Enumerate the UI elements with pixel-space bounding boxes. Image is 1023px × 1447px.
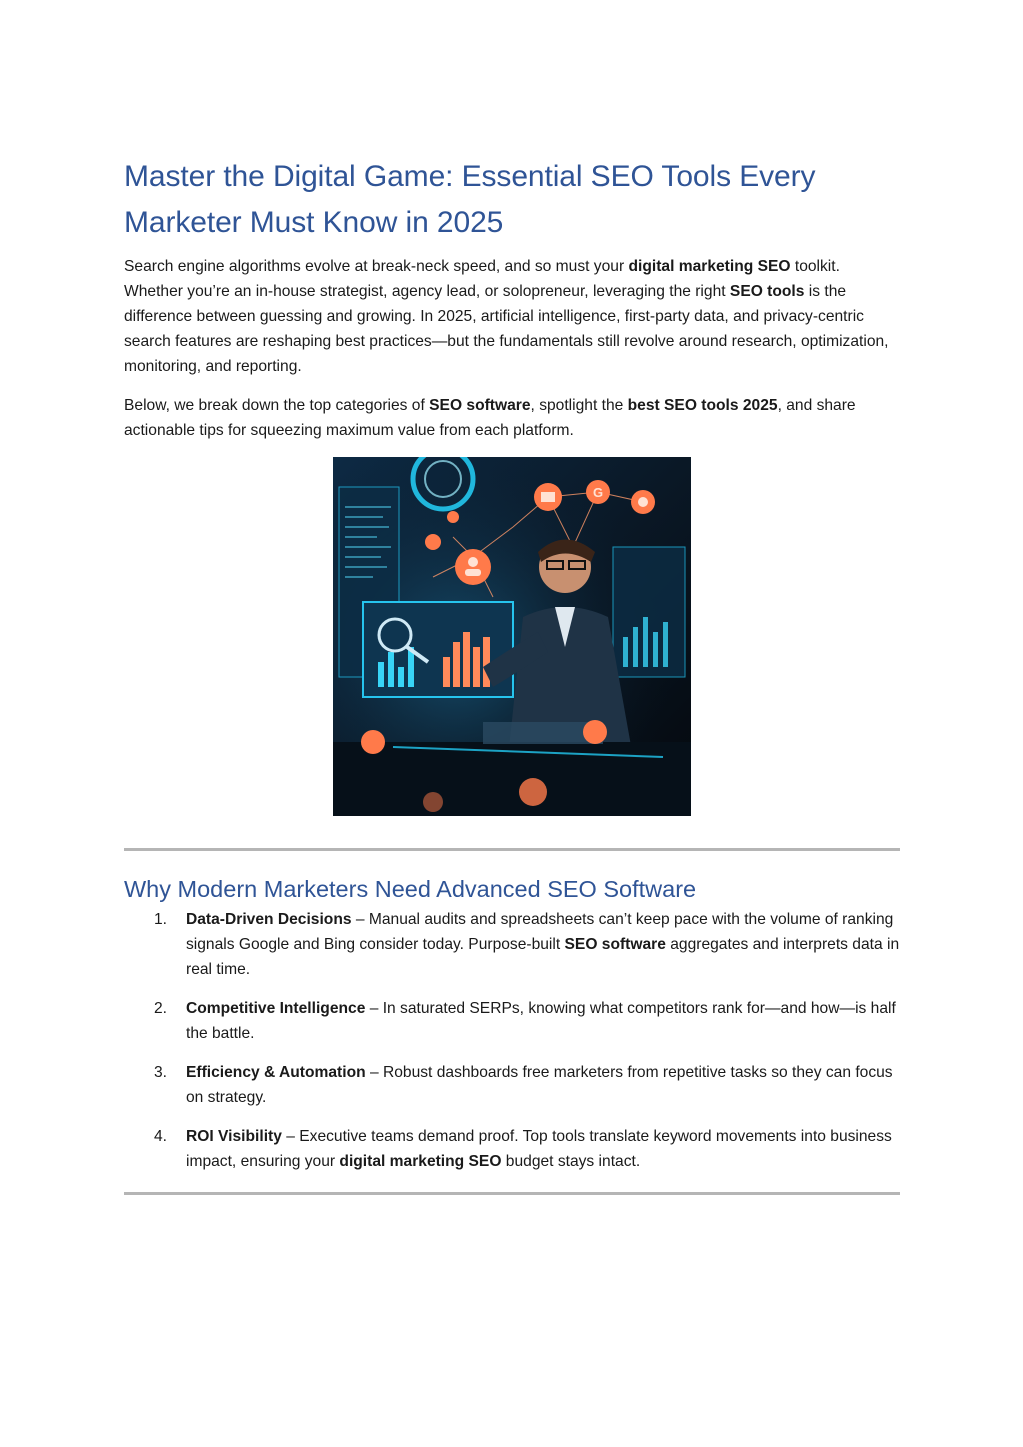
reasons-list [124,907,900,1174]
marketer-analytics-illustration [333,457,691,816]
intro-text-2: toolkit. Whether you’re an in-house strategist, agency lead, or solopreneur, leveraging the right [124,258,840,300]
list-number: 4. [154,1128,168,1145]
intro-paragraph [124,254,900,379]
section-divider-2 [124,1192,900,1195]
list-text: – Executive teams demand proof. Top tools translate keyword movements into business impact, ensuring your [186,1128,892,1170]
list-text-end: aggregates and interprets data in real time. [186,936,900,978]
list-number: 3. [154,1064,168,1081]
hero-illustration [333,457,691,816]
list-term: ROI Visibility [186,1128,282,1145]
list-number: 2. [154,1000,168,1017]
list-bold: digital marketing SEO [339,1153,502,1170]
list-term: Data-Driven Decisions [186,911,352,928]
list-item [124,907,900,982]
below-text-2: , spotlight the [530,397,628,414]
list-term: Competitive Intelligence [186,1000,366,1017]
below-text-3: , and share actionable tips for squeezing maximum value from each platform. [124,397,856,439]
section-heading: Why Modern Marketers Need Advanced SEO Software [124,876,697,902]
below-text-1: Below, we break down the top categories of [124,397,430,414]
list-term: Efficiency & Automation [186,1064,366,1081]
list-text: – Robust dashboards free marketers from repetitive tasks so they can focus on strategy. [186,1064,893,1106]
list-number: 1. [154,911,168,928]
intro-bold-2: SEO tools [729,283,805,300]
list-bold: SEO software [564,936,666,953]
list-item [124,996,900,1046]
below-bold-1: SEO software [429,397,531,414]
below-bold-2: best SEO tools 2025 [627,397,778,414]
article [124,154,900,1195]
below-paragraph [124,393,900,443]
article-title: Master the Digital Game: Essential SEO Tools Every Marketer Must Know in 2025 [124,160,816,239]
list-item [124,1124,900,1174]
list-text: – Manual audits and spreadsheets can’t keep pace with the volume of ranking signals Google and Bing consider today. Purpose-built [186,911,894,953]
list-text: – In saturated SERPs, knowing what competitors rank for—and how—is half the battle. [186,1000,896,1042]
list-text-end: budget stays intact. [501,1153,641,1170]
svg-text:G: G [592,485,604,500]
list-item [124,1060,900,1110]
intro-text-1: Search engine algorithms evolve at break-neck speed, and so must your [124,258,629,275]
intro-text-3: is the difference between guessing and growing. In 2025, artificial intelligence, first-party data, and privacy-centric search features are reshaping best practices—but the fundamentals still revolve around research, optimization, monitoring, and reporting. [124,283,889,375]
intro-bold-1: digital marketing SEO [628,258,791,275]
section-divider-1 [124,848,900,851]
